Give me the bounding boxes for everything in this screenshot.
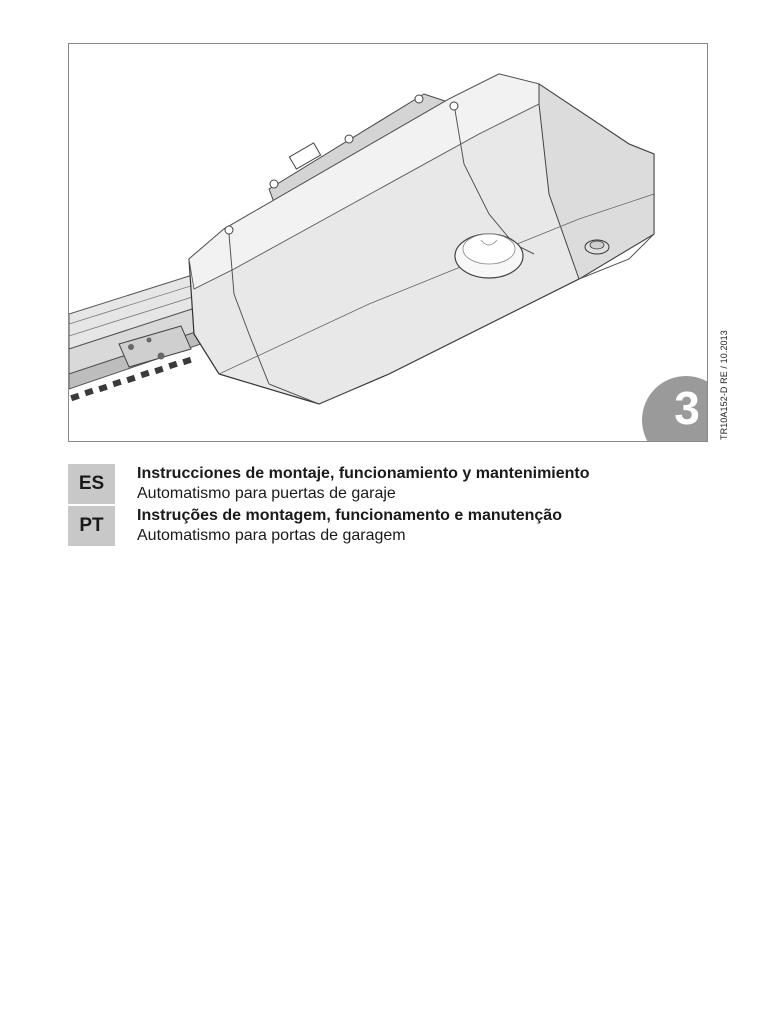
document-subtitle: Automatismo para puertas de garaje bbox=[137, 485, 396, 502]
page-number: 3 bbox=[674, 382, 700, 434]
document-title: Instruções de montagem, funcionamento e manutenção bbox=[137, 507, 562, 524]
language-badge: PT bbox=[68, 506, 115, 546]
document-code: TR10A152-D RE / 10.2013 bbox=[719, 330, 729, 440]
language-entry-pt bbox=[68, 506, 708, 546]
motor-housing bbox=[189, 74, 654, 404]
language-text bbox=[137, 464, 590, 504]
document-subtitle: Automatismo para portas de garagem bbox=[137, 527, 406, 544]
language-entry-es bbox=[68, 464, 708, 504]
language-text bbox=[137, 506, 562, 546]
language-badge: ES bbox=[68, 464, 115, 504]
document-title: Instrucciones de montaje, funcionamiento y mantenimiento bbox=[137, 465, 590, 482]
garage-door-opener-illustration bbox=[69, 44, 707, 441]
product-illustration-frame bbox=[68, 43, 708, 442]
